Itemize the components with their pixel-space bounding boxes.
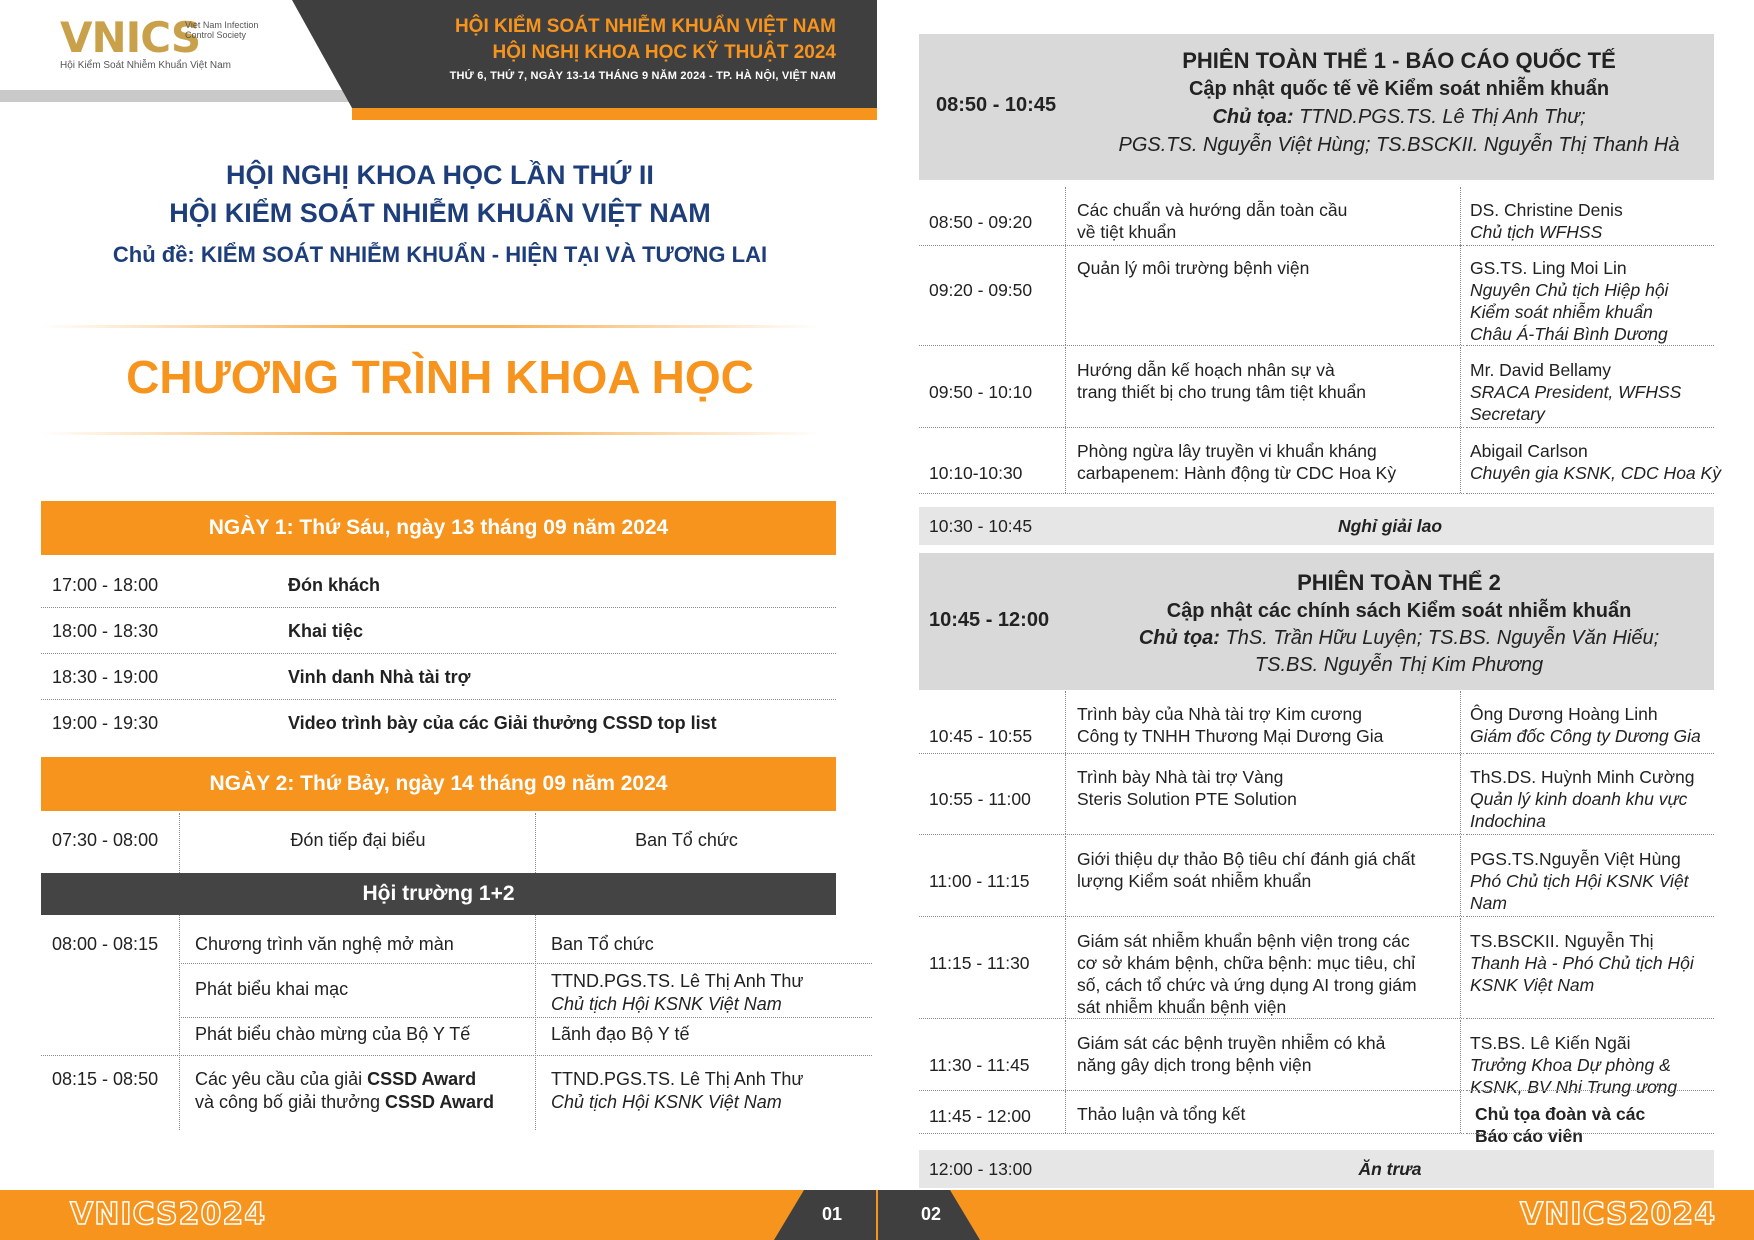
row-time: 18:00 - 18:30 (52, 621, 159, 641)
row-divider (1466, 1018, 1714, 1019)
page-number-left: 01 (822, 1204, 843, 1224)
session-subtitle: Cập nhật các chính sách Kiểm soát nhiễm khuẩn (1166, 600, 1632, 622)
row-speaker: Mr. David Bellamy (1470, 360, 1612, 380)
divider-line (40, 432, 820, 435)
row-topic-line: cơ sở khám bệnh, chữa bệnh: mục tiêu, chỉ (1077, 953, 1416, 973)
row-speaker-role: Thanh Hà - Phó Chủ tịch Hội (1470, 953, 1694, 973)
row-speaker: PGS.TS.Nguyễn Việt Hùng (1470, 849, 1681, 869)
column-divider (1065, 1020, 1066, 1090)
row-divider (1466, 493, 1714, 494)
row-item: Phát biểu chào mừng của Bộ Y Tế (195, 1024, 471, 1044)
row-time: 10:10-10:30 (929, 463, 1023, 483)
row-item: Phát biểu khai mạc (195, 979, 349, 999)
row-time: 08:50 - 09:20 (929, 212, 1033, 232)
row-topic-line: carbapenem: Hành động từ CDC Hoa Kỳ (1077, 463, 1397, 483)
column-divider (1460, 691, 1461, 753)
row-topic-line: Steris Solution PTE Solution (1077, 789, 1297, 809)
row-divider (919, 916, 1464, 917)
row-speaker-role: Chủ tịch WFHSS (1470, 222, 1603, 242)
footer-center-divider (876, 1190, 878, 1240)
session-time: 10:45 - 12:00 (929, 609, 1050, 631)
column-divider (1460, 347, 1461, 427)
row-who: Ban Tổ chức (635, 830, 738, 850)
row-topic-line: Giám sát các bệnh truyền nhiễm có khả (1077, 1033, 1386, 1053)
row-time: 11:00 - 11:15 (929, 871, 1030, 891)
row-speaker-role: Secretary (1470, 404, 1545, 424)
column-divider (1460, 1020, 1461, 1090)
lunch-time: 12:00 - 13:00 (929, 1159, 1033, 1179)
footer-brand-left: VNICS2024 (70, 1197, 267, 1232)
row-speaker-role: Quản lý kinh doanh khu vực (1470, 789, 1688, 809)
row-time: 10:45 - 10:55 (929, 726, 1033, 746)
row-speaker: ThS.DS. Huỳnh Minh Cường (1470, 767, 1695, 787)
row-time: 11:45 - 12:00 (929, 1106, 1031, 1126)
column-divider (1065, 347, 1066, 427)
row-who: TTND.PGS.TS. Lê Thị Anh Thư (551, 1069, 804, 1089)
row-divider (919, 493, 1464, 494)
row-time: 17:00 - 18:00 (52, 575, 159, 595)
row-time: 08:00 - 08:15 (52, 934, 159, 954)
page-number-right: 02 (921, 1204, 942, 1224)
row-speaker-role: Indochina (1470, 811, 1546, 831)
row-topic-line: Hướng dẫn kế hoạch nhân sự và (1077, 360, 1335, 380)
row-time: 09:20 - 09:50 (929, 280, 1033, 300)
row-topic-line: sát nhiễm khuẩn bệnh viện (1077, 997, 1287, 1017)
row-speaker-role: KSNK, BV Nhi Trung ương (1470, 1077, 1678, 1097)
row-who: TTND.PGS.TS. Lê Thị Anh Thư (551, 971, 804, 991)
session-subtitle: Cập nhật quốc tế về Kiểm soát nhiễm khuẩn (1188, 78, 1610, 100)
row-speaker-role: Nguyên Chủ tịch Hiệp hội (1470, 280, 1669, 300)
row-speaker-role: Trưởng Khoa Dự phòng & (1470, 1055, 1671, 1075)
row-topic-line: lượng Kiểm soát nhiễm khuẩn (1077, 871, 1312, 891)
column-divider (1460, 918, 1461, 1018)
row-divider (41, 653, 836, 654)
row-speaker: Abigail Carlson (1470, 441, 1588, 461)
row-time: 19:00 - 19:30 (52, 713, 159, 733)
day1-banner: NGÀY 1: Thứ Sáu, ngày 13 tháng 09 năm 2024 (41, 501, 836, 555)
column-divider (1065, 187, 1066, 245)
lunch-label: Ăn trưa (1358, 1159, 1422, 1179)
break-time: 10:30 - 10:45 (929, 516, 1033, 536)
row-topic-line: về tiệt khuẩn (1077, 222, 1177, 242)
column-divider (1065, 1091, 1066, 1133)
row-divider (1466, 245, 1714, 246)
column-divider (1065, 428, 1066, 493)
row-who: Lãnh đạo Bộ Y tế (551, 1024, 690, 1044)
row-topic-line: trang thiết bị cho trung tâm tiệt khuẩn (1077, 382, 1366, 402)
row-divider (1466, 345, 1714, 346)
row-topic-line: Giám sát nhiễm khuẩn bệnh viện trong các (1077, 931, 1410, 951)
row-speaker-role: Châu Á-Thái Bình Dương (1470, 324, 1668, 344)
column-divider (179, 915, 180, 1130)
row-item: và công bố giải thưởng CSSD Award (195, 1092, 495, 1112)
break-label: Nghỉ giải lao (1337, 516, 1443, 536)
header-title-1: HỘI KIỂM SOÁT NHIỄM KHUẨN VIỆT NAM (454, 16, 836, 37)
row-topic-line: năng gây dịch trong bệnh viện (1077, 1055, 1312, 1075)
row-divider (919, 834, 1464, 835)
row-divider (919, 1018, 1464, 1019)
row-speaker: Chủ tọa đoàn và các (1475, 1104, 1646, 1124)
header-date: THỨ 6, THỨ 7, NGÀY 13-14 THÁNG 9 NĂM 2024 - TP. HÀ NỘI, VIỆT NAM (449, 70, 836, 82)
row-topic-line: Giới thiệu dự thảo Bộ tiêu chí đánh giá chất (1077, 849, 1416, 869)
row-time: 10:55 - 11:00 (929, 789, 1031, 809)
session-chair: Chủ tọa: ThS. Trần Hữu Luyện; TS.BS. Nguyễn Văn Hiếu; (1138, 627, 1660, 649)
row-time: 08:15 - 08:50 (52, 1069, 159, 1089)
logo-subtitle: Hội Kiểm Soát Nhiễm Khuẩn Việt Nam (60, 60, 232, 71)
column-divider (1460, 1091, 1461, 1133)
row-topic-line: Trình bày Nhà tài trợ Vàng (1077, 767, 1284, 787)
row-time: 11:30 - 11:45 (929, 1055, 1030, 1075)
column-divider (535, 813, 536, 873)
row-divider (1466, 1090, 1714, 1091)
row-divider (1466, 834, 1714, 835)
row-item: Khai tiệc (288, 621, 364, 641)
row-topic-line: Công ty TNHH Thương Mại Dương Gia (1077, 726, 1384, 746)
row-item: Các yêu cầu của giải CSSD Award (195, 1069, 477, 1089)
program-title: CHƯƠNG TRÌNH KHOA HỌC (126, 351, 754, 403)
session-title: PHIÊN TOÀN THỂ 2 (1297, 570, 1501, 595)
row-item: Vinh danh Nhà tài trợ (288, 667, 471, 687)
column-divider (1065, 754, 1066, 834)
row-speaker: GS.TS. Ling Moi Lin (1470, 258, 1627, 278)
row-speaker: TS.BSCKII. Nguyễn Thị (1470, 931, 1654, 951)
row-divider (1466, 916, 1714, 917)
row-item: Video trình bày của các Giải thưởng CSSD top list (288, 713, 717, 733)
session-title: PHIÊN TOÀN THỂ 1 - BÁO CÁO QUỐC TẾ (1182, 48, 1616, 73)
row-divider (919, 1090, 1464, 1091)
logo-text: VNICS (60, 13, 201, 62)
row-divider (41, 1055, 872, 1056)
divider-line (40, 325, 820, 328)
session1-header (919, 34, 1714, 180)
header-orange-stripe (352, 108, 877, 120)
row-divider (179, 963, 872, 964)
session-chair: Chủ tọa: TTND.PGS.TS. Lê Thị Anh Thư; (1212, 106, 1586, 128)
column-divider (535, 915, 536, 1130)
header-grey-stripe (0, 90, 360, 102)
vnics-logo (60, 14, 280, 74)
footer-brand-right: VNICS2024 (1520, 1197, 1717, 1232)
hall-banner: Hội trường 1+2 (41, 873, 836, 915)
row-topic-line: Thảo luận và tổng kết (1077, 1104, 1246, 1124)
row-divider (919, 753, 1464, 754)
row-divider (41, 699, 836, 700)
row-speaker-role: Giám đốc Công ty Dương Gia (1470, 726, 1701, 746)
row-speaker-role: KSNK Việt Nam (1470, 975, 1595, 995)
logo-small-text: Viet Nam Infection Control Society (185, 20, 259, 40)
row-time: 07:30 - 08:00 (52, 830, 159, 850)
row-speaker: TS.BS. Lê Kiến Ngãi (1470, 1033, 1631, 1053)
row-topic-line: Quản lý môi trường bệnh viện (1077, 258, 1310, 278)
row-speaker: DS. Christine Denis (1470, 200, 1623, 220)
column-divider (1460, 187, 1461, 245)
row-item: Đón khách (288, 575, 381, 595)
row-speaker: Báo cáo viên (1475, 1126, 1583, 1146)
column-divider (1460, 245, 1461, 345)
session-time: 08:50 - 10:45 (936, 94, 1057, 116)
row-speaker-role: Nam (1470, 893, 1507, 913)
row-divider (1466, 1133, 1714, 1134)
row-divider (1466, 427, 1714, 428)
column-divider (179, 813, 180, 873)
row-speaker-role: SRACA President, WFHSS (1470, 382, 1682, 402)
column-divider (1065, 691, 1066, 753)
row-speaker-role: Phó Chủ tịch Hội KSNK Việt (1470, 871, 1689, 891)
row-time: 11:15 - 11:30 (929, 953, 1030, 973)
row-divider (919, 345, 1464, 346)
hall-schedule (41, 915, 836, 1130)
row-topic-line: Các chuẩn và hướng dẫn toàn cầu (1077, 200, 1348, 220)
society-title: HỘI KIỂM SOÁT NHIỄM KHUẨN VIỆT NAM (169, 198, 711, 228)
column-divider (1065, 836, 1066, 916)
session-chair: PGS.TS. Nguyễn Việt Hùng; TS.BSCKII. Nguyễn Thị Thanh Hà (1118, 134, 1680, 156)
day2-banner: NGÀY 2: Thứ Bảy, ngày 14 tháng 09 năm 2024 (41, 757, 836, 811)
column-divider (1065, 245, 1066, 345)
row-speaker: Ông Dương Hoàng Linh (1470, 704, 1658, 724)
day2-welcome-row (41, 813, 836, 873)
row-time: 18:30 - 19:00 (52, 667, 159, 687)
row-divider (41, 607, 836, 608)
row-divider (919, 245, 1464, 246)
row-role: Chủ tịch Hội KSNK Việt Nam (551, 1092, 782, 1112)
row-divider (919, 1133, 1464, 1134)
header-title-2: HỘI NGHỊ KHOA HỌC KỸ THUẬT 2024 (492, 42, 836, 63)
row-time: 09:50 - 10:10 (929, 382, 1033, 402)
row-divider (179, 1017, 872, 1018)
row-divider (1466, 753, 1714, 754)
session2-header (919, 553, 1714, 690)
column-divider (1065, 918, 1066, 1018)
row-who: Ban Tổ chức (551, 934, 654, 954)
row-item: Chương trình văn nghệ mở màn (195, 934, 454, 954)
column-divider (1460, 754, 1461, 834)
row-speaker-role: Chuyên gia KSNK, CDC Hoa Kỳ (1470, 463, 1721, 483)
session-chair: TS.BS. Nguyễn Thị Kim Phương (1254, 654, 1544, 676)
row-divider (919, 427, 1464, 428)
row-speaker-role: Kiểm soát nhiễm khuẩn (1470, 302, 1653, 322)
column-divider (1460, 428, 1461, 493)
column-divider (1460, 836, 1461, 916)
conference-title: HỘI NGHỊ KHOA HỌC LẦN THỨ II (226, 160, 654, 190)
row-topic-line: Trình bày của Nhà tài trợ Kim cương (1077, 704, 1362, 724)
row-role: Chủ tịch Hội KSNK Việt Nam (551, 994, 782, 1014)
row-topic-line: số, cách tổ chức và ứng dụng AI trong giám (1077, 975, 1417, 995)
row-item: Đón tiếp đại biểu (290, 830, 426, 850)
conference-theme: Chủ đề: KIỂM SOÁT NHIỄM KHUẨN - HIỆN TẠI VÀ TƯƠNG LAI (112, 242, 768, 267)
row-topic-line: Phòng ngừa lây truyền vi khuẩn kháng (1077, 441, 1377, 461)
